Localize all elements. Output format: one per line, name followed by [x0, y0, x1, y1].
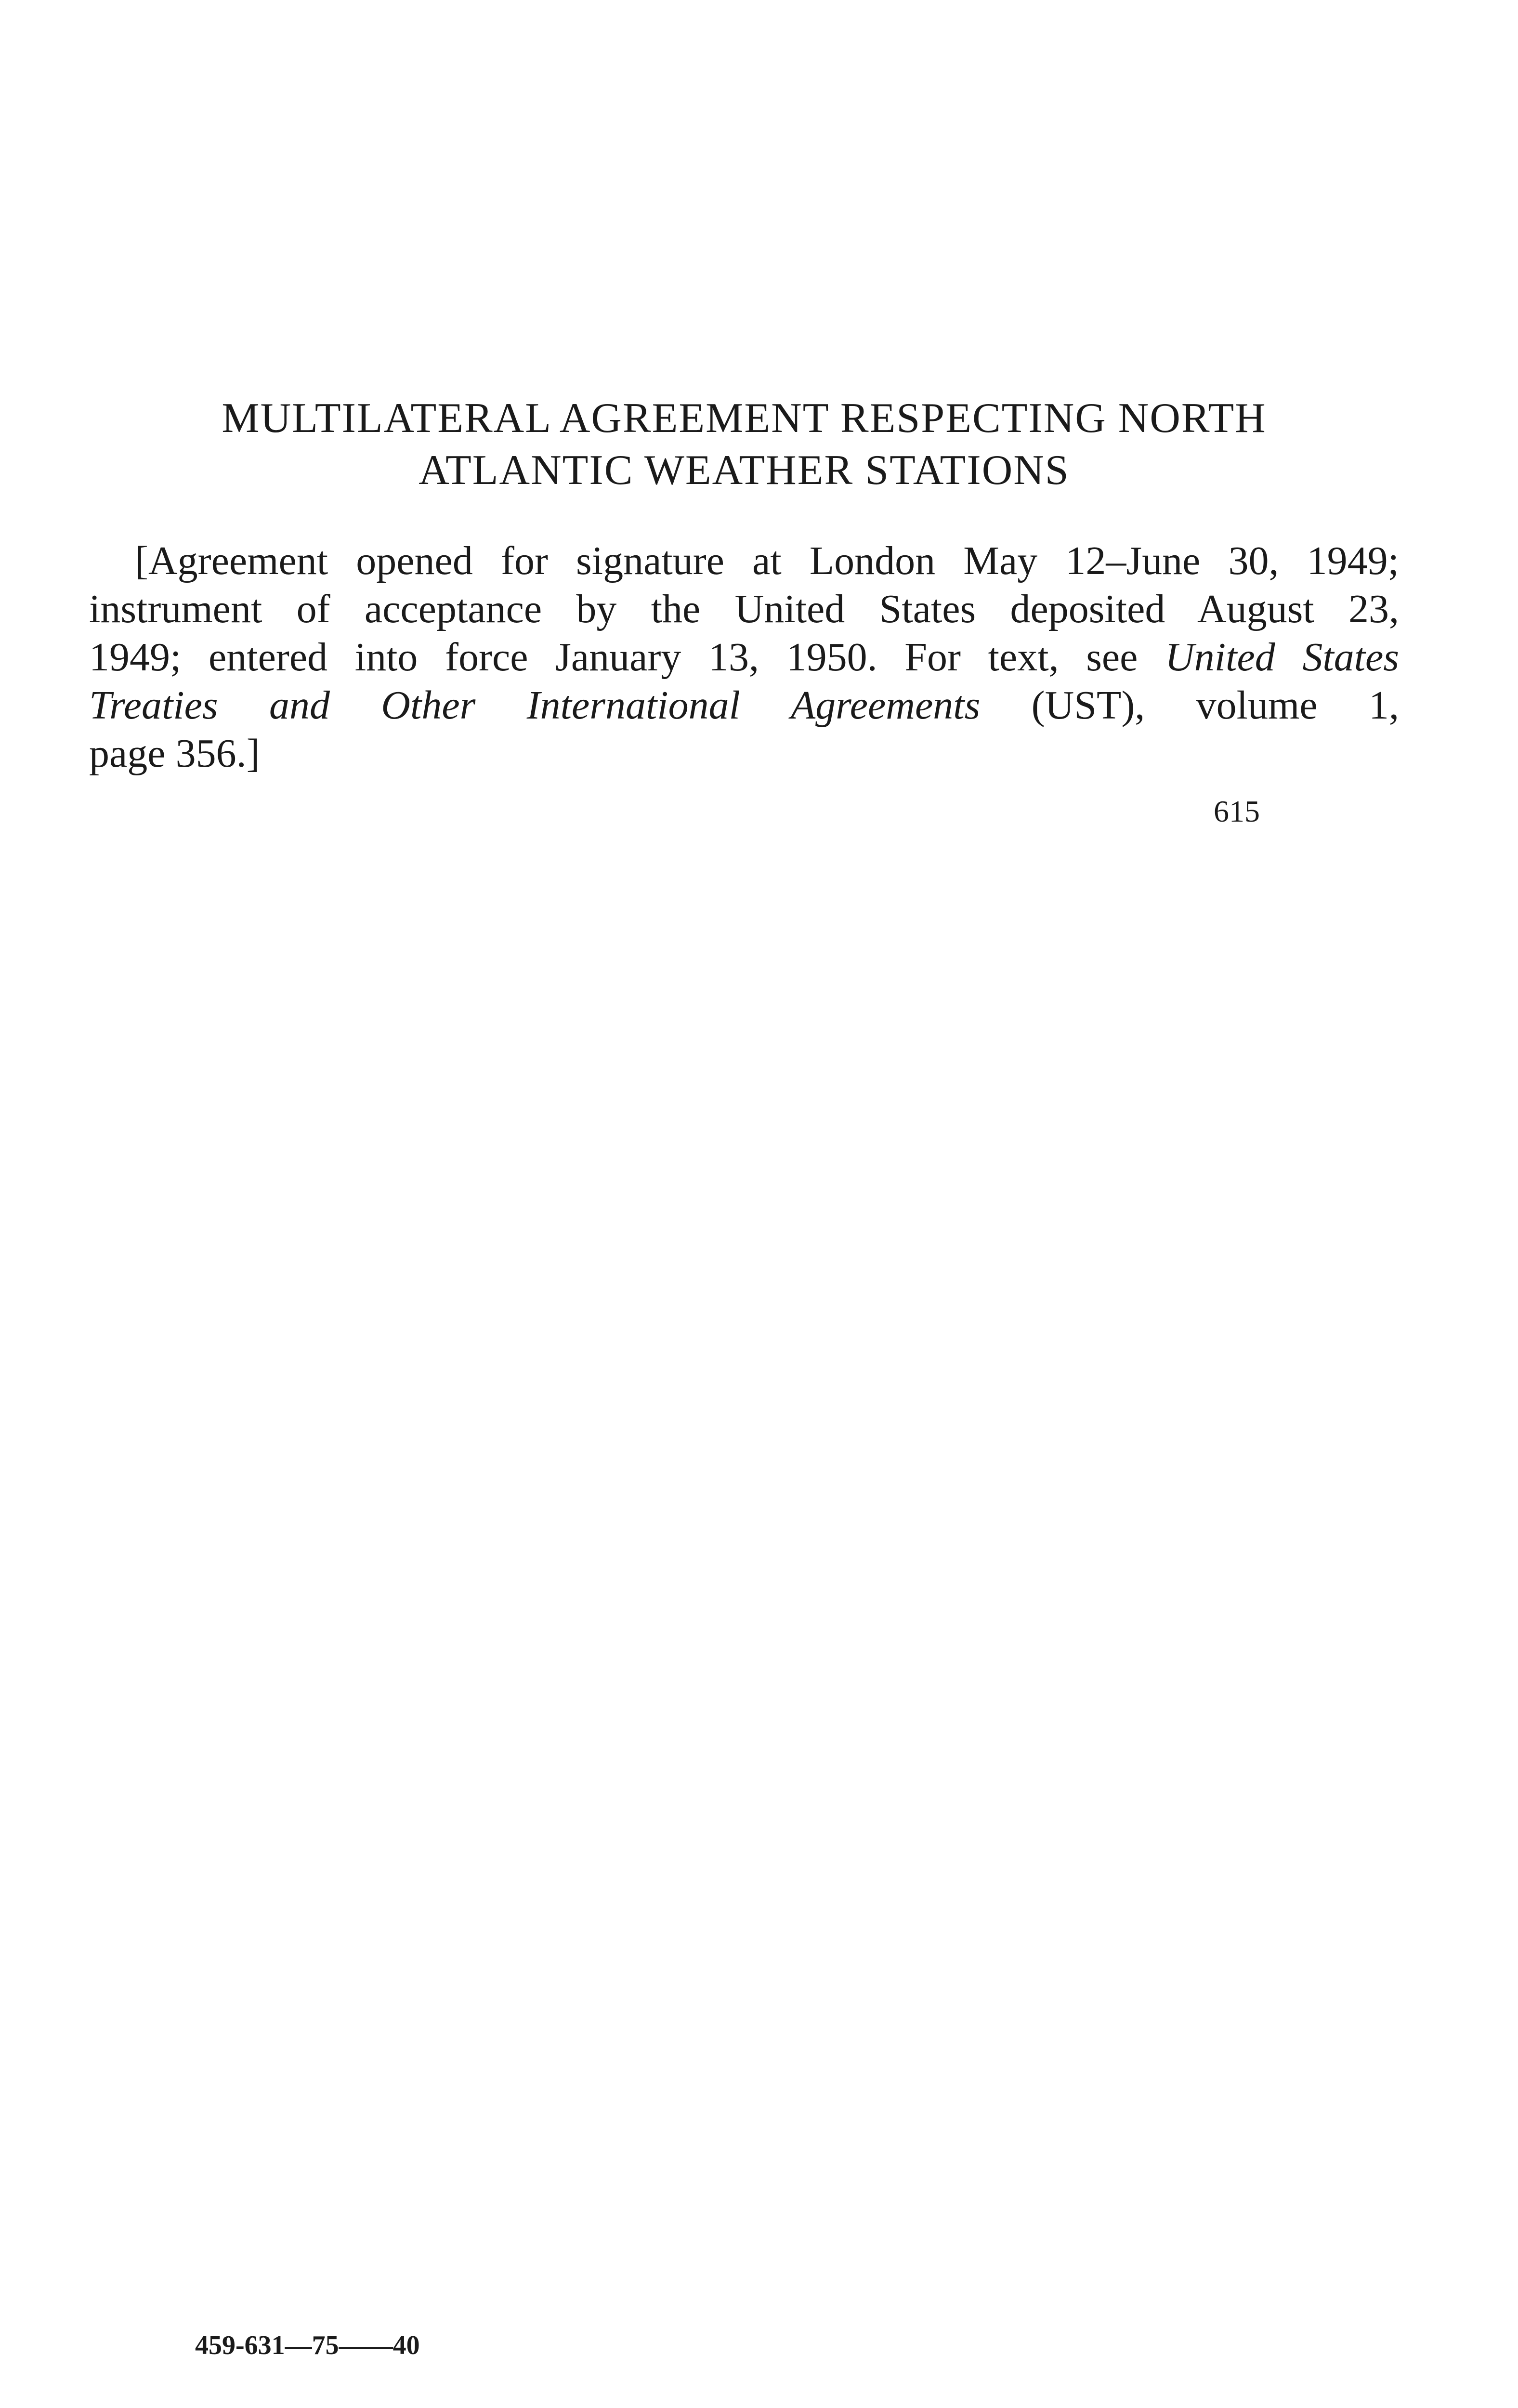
note-line-5: page 356.] [89, 731, 260, 776]
note-line-4-italic: Treaties and Other International Agreements [89, 683, 981, 728]
note-line-3-italic: United States [1165, 635, 1400, 680]
title-line-2: ATLANTIC WEATHER STATIONS [419, 447, 1070, 494]
note-line-4 [89, 681, 1399, 730]
note-line-2: instrument of acceptance by the United States deposited August 23, [89, 587, 1399, 631]
note-line-4-text: (UST), volume 1, [1031, 683, 1400, 728]
print-job-code: 459-631—75——40 [195, 2330, 420, 2360]
title-line-1: MULTILATERAL AGREEMENT RESPECTING NORTH [222, 395, 1267, 442]
document-title [89, 393, 1399, 497]
note-line-3 [89, 633, 1399, 681]
page-number: 615 [1214, 794, 1260, 828]
note-line-1: [Agreement opened for signature at London May 12–June 30, 1949; [135, 538, 1399, 583]
note-line-3-text: 1949; entered into force January 13, 1950. For text, see [89, 635, 1138, 680]
agreement-note [89, 537, 1399, 778]
